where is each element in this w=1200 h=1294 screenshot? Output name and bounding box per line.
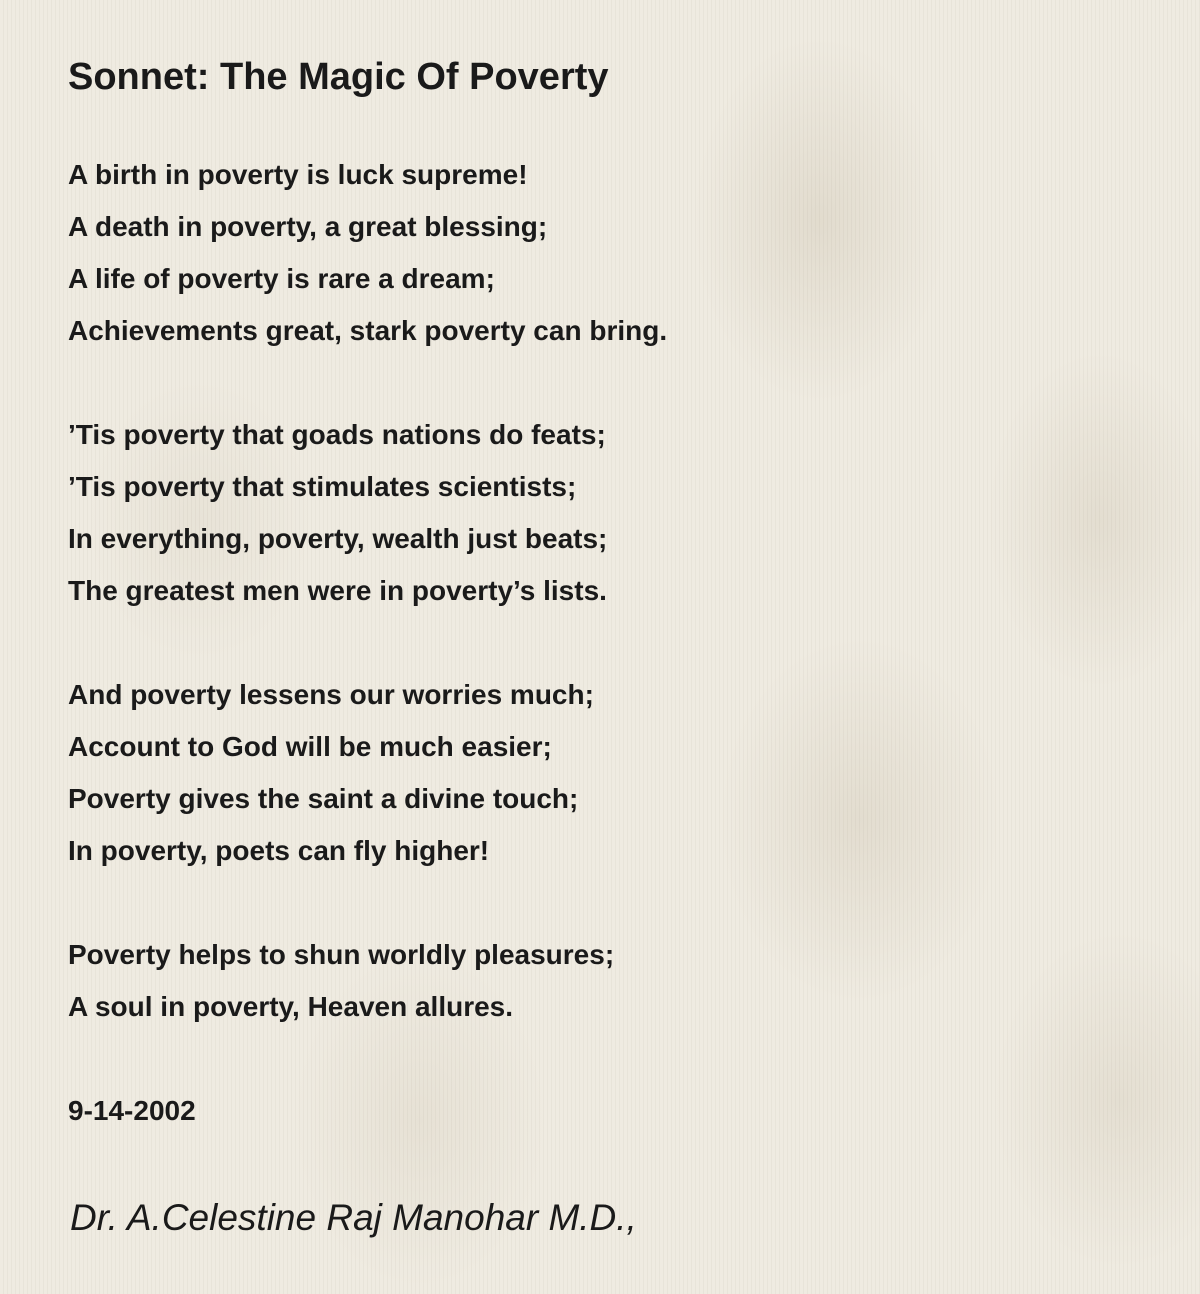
poem-line: Poverty helps to shun worldly pleasures; (68, 939, 615, 970)
stanza-1 (68, 149, 667, 357)
stanza-divider (68, 877, 667, 929)
stanza-divider (68, 617, 667, 669)
poem-line: The greatest men were in poverty’s lists. (68, 575, 607, 606)
stanza-4 (68, 929, 667, 1033)
stanza-divider (68, 1033, 667, 1085)
poem-body (68, 149, 667, 1137)
poem-title: Sonnet: The Magic Of Poverty (68, 56, 609, 98)
stanza-2 (68, 409, 667, 617)
poem-date: 9-14-2002 (68, 1095, 196, 1126)
poem-line: In poverty, poets can fly higher! (68, 835, 490, 866)
poem-line: Poverty gives the saint a divine touch; (68, 783, 579, 814)
poem-line: A birth in poverty is luck supreme! (68, 159, 528, 190)
poem-line: ’Tis poverty that stimulates scientists; (68, 471, 577, 502)
poem-line: Achievements great, stark poverty can bring. (68, 315, 668, 346)
poem-author: Dr. A.Celestine Raj Manohar M.D., (70, 1197, 637, 1238)
poem-line: ’Tis poverty that goads nations do feats; (68, 419, 606, 450)
poem-line: And poverty lessens our worries much; (68, 679, 594, 710)
poem-line: A life of poverty is rare a dream; (68, 263, 495, 294)
stanza-3 (68, 669, 667, 877)
poem-line: A death in poverty, a great blessing; (68, 211, 548, 242)
poem-line: Account to God will be much easier; (68, 731, 552, 762)
poem-line: In everything, poverty, wealth just beats; (68, 523, 608, 554)
poem-line: A soul in poverty, Heaven allures. (68, 991, 514, 1022)
stanza-divider (68, 357, 667, 409)
